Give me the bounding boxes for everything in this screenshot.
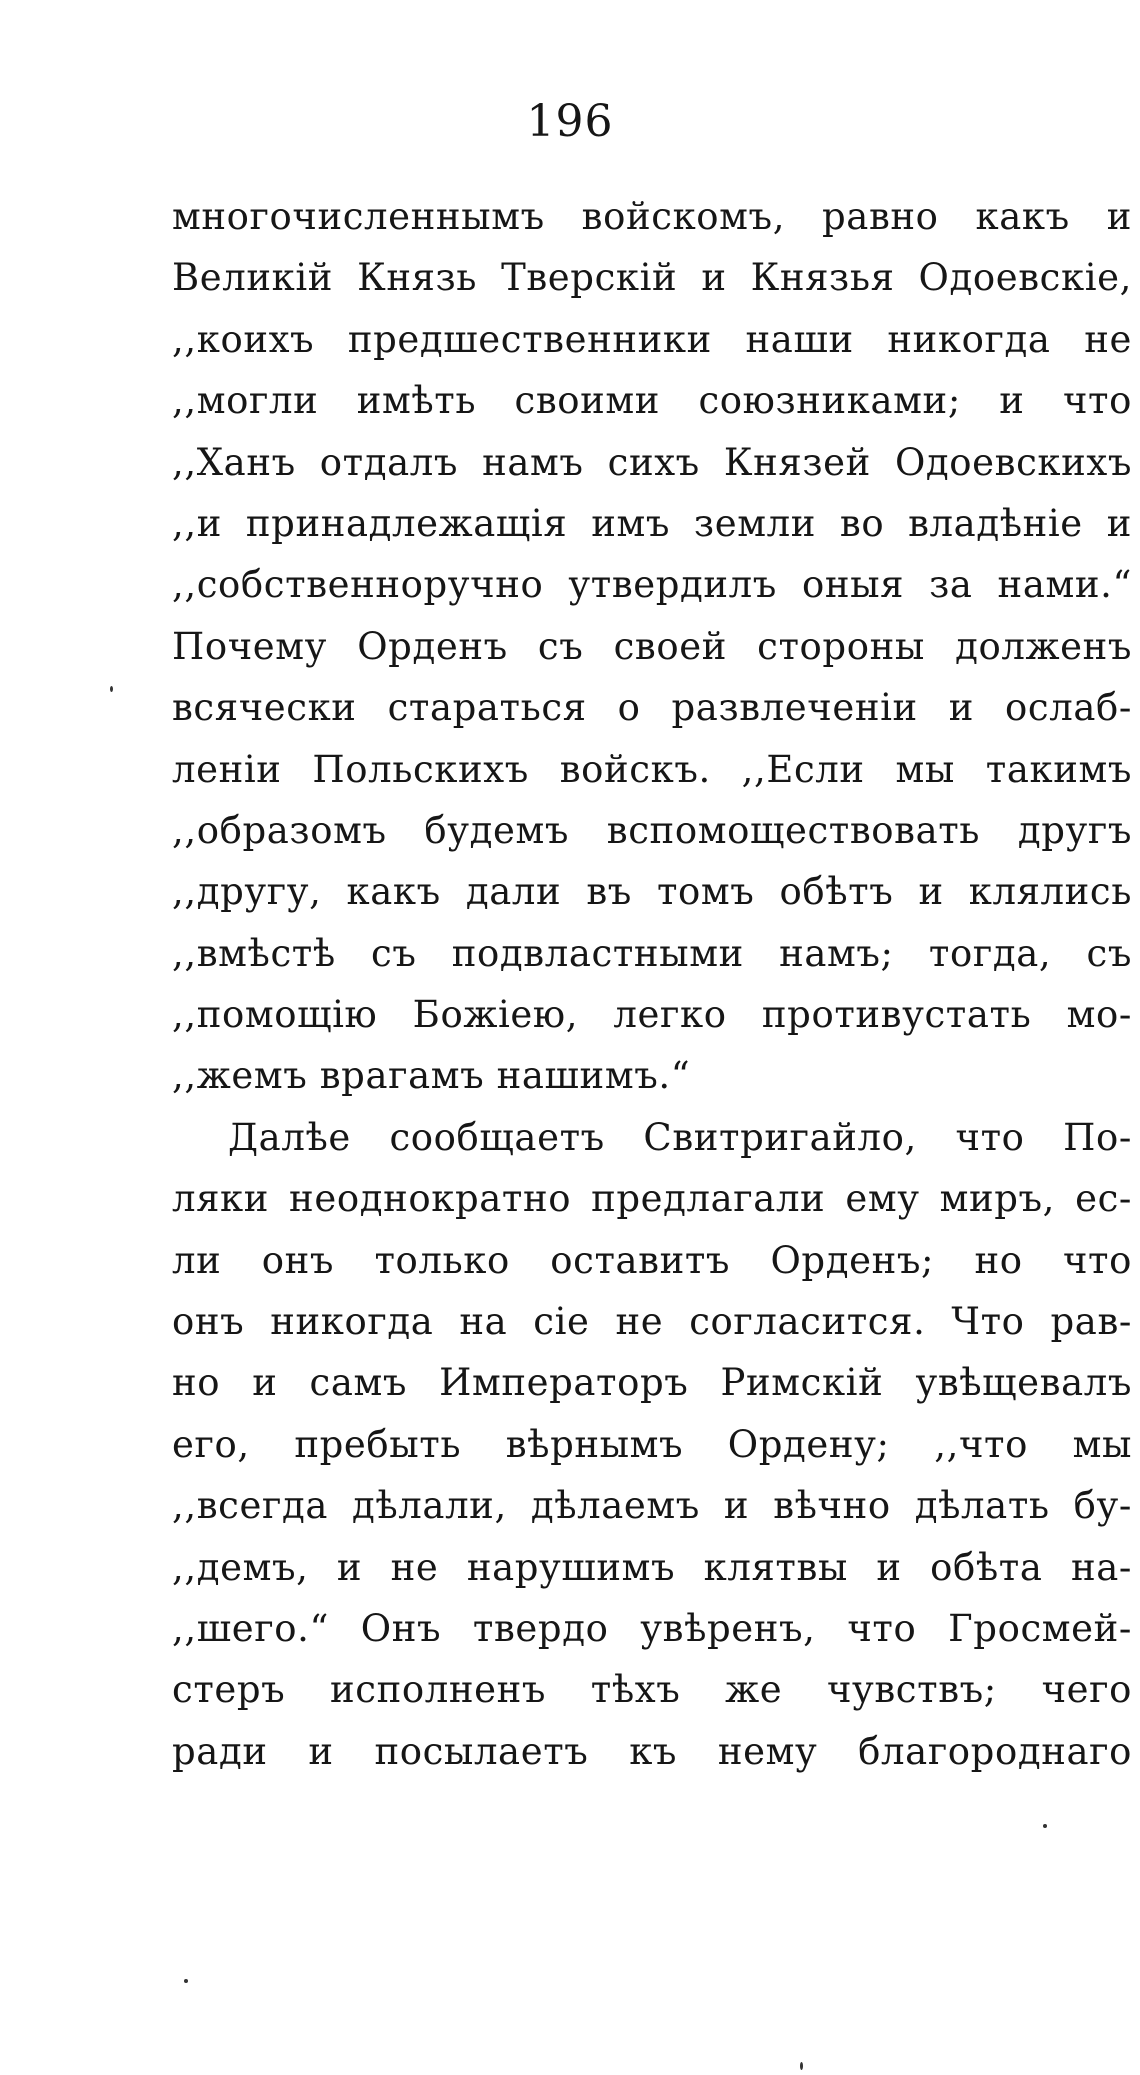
text-line: ,,демъ, и не нарушимъ клятвы и обѣта на- bbox=[172, 1545, 1132, 1589]
text-line: но и самъ Императоръ Римскій увѣщевалъ bbox=[172, 1361, 1132, 1405]
text-line: Почему Орденъ съ своей стороны долженъ bbox=[172, 624, 1132, 668]
text-line: его, пребыть вѣрнымъ Ордену; ,,что мы bbox=[172, 1422, 1132, 1466]
text-line: ,,и принадлежащія имъ земли во владѣніе и bbox=[172, 501, 1132, 545]
scan-speck bbox=[800, 2062, 803, 2070]
text-line: онъ никогда на сіе не согласится. Что рав- bbox=[172, 1300, 1132, 1344]
text-line: ради и посылаетъ къ нему благороднаго bbox=[172, 1729, 1132, 1773]
text-line: ,,Ханъ отдалъ намъ сихъ Князей Одоевскихъ bbox=[172, 440, 1132, 484]
text-line: ,,собственноручно утвердилъ оныя за нами.“ bbox=[172, 563, 1132, 607]
text-line: ,,коихъ предшественники наши никогда не bbox=[172, 317, 1132, 361]
text-line: стеръ исполненъ тѣхъ же чувствъ; чего bbox=[172, 1668, 1132, 1712]
scan-speck bbox=[184, 1979, 188, 1983]
text-line: Великій Князь Тверскій и Князья Одоевскіе, bbox=[172, 256, 1132, 300]
scan-speck bbox=[110, 686, 113, 692]
text-line: ,,могли имѣть своими союзниками; и что bbox=[172, 379, 1132, 423]
text-line: ,,всегда дѣлали, дѣлаемъ и вѣчно дѣлать бу- bbox=[172, 1484, 1132, 1528]
text-line: ,,помощію Божіею, легко противустать мо- bbox=[172, 993, 1132, 1037]
body-text bbox=[172, 186, 1132, 1782]
page-number: 196 bbox=[526, 96, 614, 147]
text-line: ,,образомъ будемъ вспомоществовать другъ bbox=[172, 808, 1132, 852]
text-line: ляки неоднократно предлагали ему миръ, ес- bbox=[172, 1177, 1132, 1221]
text-line: многочисленнымъ войскомъ, равно какъ и bbox=[172, 195, 1132, 238]
text-line: всячески стараться о развлеченіи и ослаб- bbox=[172, 686, 1132, 730]
text-line: леніи Польскихъ войскъ. ,,Если мы такимъ bbox=[172, 747, 1132, 791]
text-line: ли онъ только оставитъ Орденъ; но что bbox=[172, 1238, 1132, 1282]
text-line: ,,жемъ врагамъ нашимъ.“ bbox=[172, 1054, 691, 1098]
text-line: ,,вмѣстѣ съ подвластными намъ; тогда, съ bbox=[172, 931, 1132, 975]
text-line: ,,другу, какъ дали въ томъ обѣтъ и клялись bbox=[172, 870, 1132, 914]
text-line: Далѣе сообщаетъ Свитригайло, что По- bbox=[228, 1115, 1132, 1159]
text-line: ,,шего.“ Онъ твердо увѣренъ, что Гросмей- bbox=[172, 1606, 1132, 1650]
scan-speck bbox=[1043, 1824, 1047, 1828]
